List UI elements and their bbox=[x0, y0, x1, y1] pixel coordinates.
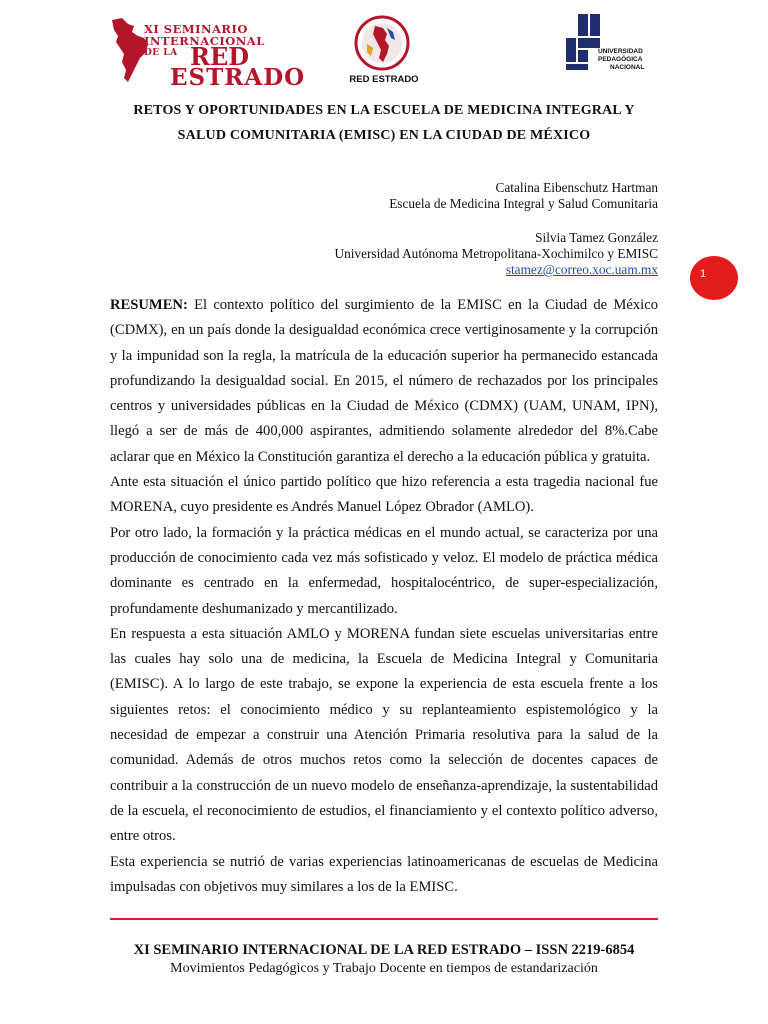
paragraph-1 bbox=[110, 293, 658, 470]
paragraph-5: Esta experiencia se nutrió de varias experiencias latinoamericanas de escuelas de Medicina impulsadas con objetivos muy similares a los de la EMISC. bbox=[110, 853, 658, 895]
paper-title-line-2: SALUD COMUNITARIA (EMISC) EN LA CIUDAD DE MÉXICO bbox=[177, 128, 591, 143]
paragraph-1-text: El contexto político del surgimiento de la EMISC en la Ciudad de México (CDMX), en un país donde la desigualdad económica crece vertiginosamente y la corrupción y la impunidad son la regla, la matrícula de la educación superior ha permanecido estancada profundizando la desigualdad social. En 2015, el número de rechazados por los principales centros y universidades públicas en la Ciudad de México (CDMX) (UAM, UNAM, IPN), llegó a ser de más de 400,000 aspirantes, admitiendo solamente alrededor del 8%.Cabe aclarar que en México la Constitución garantiza el derecho a la educación pública y gratuita. bbox=[110, 297, 658, 465]
author-1-affiliation: Escuela de Medicina Integral y Salud Comunitaria bbox=[389, 196, 658, 211]
paragraph-2: Ante esta situación el único partido político que hizo referencia a esta tragedia nacional fue MORENA, cuyo presidente es Andrés Manuel López Obrador (AMLO). bbox=[110, 474, 658, 516]
logo-line-4: RED bbox=[190, 42, 250, 71]
paragraph-4: En respuesta a esta situación AMLO y MORENA fundan siete escuelas universitarias entre las cuales hay solo una de medicina, la Escuela de Medicina Integral y Comunitaria (EMISC). A lo largo de este trabajo, se expone la experiencia de esta escuela frente a los siguientes retos: el conocimiento médico y su replanteamiento espistemológico y la necesidad de empezar a construir una Atención Primaria resolutiva para la salud de la comunidad. Además de otros muchos retos como la selección de docentes capaces de contribuir a la construcción de un nuevo modelo de enseñanza-aprendizaje, la sustentabilidad de la escuela, el reconocimiento de estudios, el financiamiento y el contexto político adverso, entre otros. bbox=[110, 625, 658, 845]
abstract-body bbox=[110, 293, 658, 900]
author-2-affiliation: Universidad Autónoma Metropolitana-Xochimilco y EMISC bbox=[334, 246, 658, 261]
upn-line-3: NACIONAL bbox=[610, 64, 645, 71]
author-2-name: Silvia Tamez González bbox=[535, 230, 658, 245]
seminar-logo bbox=[108, 12, 306, 91]
author-2-email-link[interactable]: stamez@correo.xoc.uam.mx bbox=[505, 262, 658, 277]
footer-divider bbox=[110, 918, 658, 920]
upn-logo bbox=[566, 14, 646, 84]
logo-line-1: XI SEMINARIO bbox=[144, 22, 248, 36]
logo-line-2: INTERNACIONAL bbox=[144, 34, 265, 48]
page-number: 1 bbox=[700, 268, 707, 280]
paragraph-3: Por otro lado, la formación y la práctica médicas en el mundo actual, se caracteriza por una producción de conocimiento cada vez más sofisticado y veloz. El modelo de práctica médica dominante es centrado en la enfermedad, hospitalocéntrico, de super-especialización, profundamente deshumanizado y mercantilizado. bbox=[110, 524, 658, 617]
red-estrado-logo bbox=[343, 12, 425, 92]
footer-seminar-line: XI SEMINARIO INTERNACIONAL DE LA RED ESTRADO – ISSN 2219-6854 bbox=[133, 942, 635, 958]
logo-line-3: DE LA bbox=[144, 48, 178, 58]
globe-ring-icon bbox=[353, 14, 411, 72]
logo-line-5: ESTRADO bbox=[170, 64, 306, 91]
page-number-badge bbox=[690, 256, 738, 300]
upn-line-2: PEDAGÓGICA bbox=[598, 56, 643, 63]
logo-center-caption: RED ESTRADO bbox=[349, 74, 419, 85]
author-1-name: Catalina Eibenschutz Hartman bbox=[495, 180, 658, 195]
upn-line-1: UNIVERSIDAD bbox=[598, 48, 643, 55]
footer-subtitle-line: Movimientos Pedagógicos y Trabajo Docente en tiempos de estandarización bbox=[170, 961, 598, 976]
paper-title-line-1: RETOS Y OPORTUNIDADES EN LA ESCUELA DE MEDICINA INTEGRAL Y bbox=[133, 103, 635, 118]
resumen-label: RESUMEN: bbox=[110, 297, 188, 313]
